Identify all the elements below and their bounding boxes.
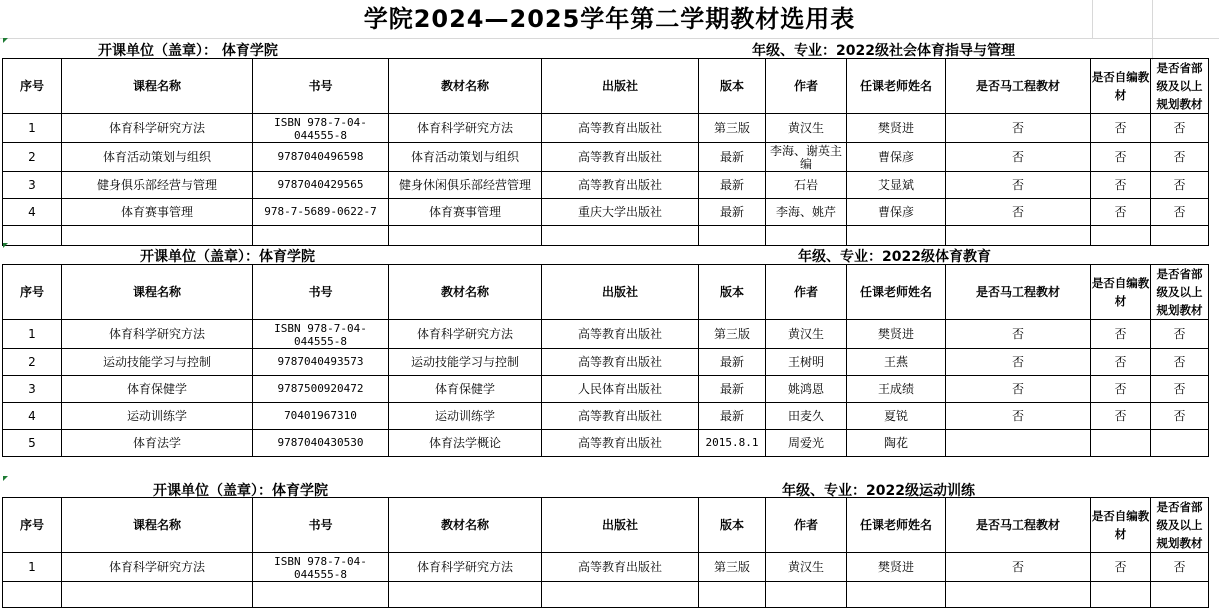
unit-label: 开课单位（盖章）：体育学院 — [153, 483, 328, 499]
cell: 体育赛事管理 — [62, 199, 253, 226]
table-row — [3, 114, 1209, 143]
cell: 否 — [1091, 376, 1151, 403]
empty-row — [3, 582, 1209, 608]
cell: 否 — [1151, 143, 1209, 172]
cell — [847, 226, 946, 246]
col-header: 书号 — [253, 498, 389, 553]
col-header: 任课老师姓名 — [847, 265, 946, 320]
cell: 否 — [1091, 199, 1151, 226]
cell: 否 — [1091, 349, 1151, 376]
cell: 70401967310 — [253, 403, 389, 430]
col-header: 是否马工程教材 — [946, 498, 1091, 553]
col-header: 出版社 — [542, 498, 699, 553]
cell: 黄汉生 — [766, 114, 847, 143]
cell: 高等教育出版社 — [542, 172, 699, 199]
col-header: 书号 — [253, 265, 389, 320]
col-header: 序号 — [3, 59, 62, 114]
cell: 第三版 — [699, 553, 766, 582]
cell: 陶花 — [847, 430, 946, 457]
header-row — [3, 265, 1209, 320]
cell: 5 — [3, 430, 62, 457]
col-header: 课程名称 — [62, 498, 253, 553]
cell: 樊贤进 — [847, 553, 946, 582]
textbook-table — [2, 264, 1209, 457]
cell: 否 — [1091, 403, 1151, 430]
cell — [946, 582, 1091, 608]
cell: 9787040430530 — [253, 430, 389, 457]
empty-row — [3, 226, 1209, 246]
cell — [946, 430, 1091, 457]
cell — [253, 582, 389, 608]
col-header: 序号 — [3, 265, 62, 320]
col-header: 是否自编教材 — [1091, 498, 1151, 553]
cell: 否 — [1151, 349, 1209, 376]
cell — [62, 226, 253, 246]
header-row — [3, 59, 1209, 114]
major-label: 年级、专业：2022级运动训练 — [782, 483, 975, 499]
cell: 否 — [1151, 114, 1209, 143]
cell: 9787040429565 — [253, 172, 389, 199]
col-header: 课程名称 — [62, 59, 253, 114]
cell: 9787040493573 — [253, 349, 389, 376]
col-header: 是否马工程教材 — [946, 59, 1091, 114]
cell: 3 — [3, 172, 62, 199]
cell: 1 — [3, 320, 62, 349]
cell: 高等教育出版社 — [542, 143, 699, 172]
col-header: 是否马工程教材 — [946, 265, 1091, 320]
cell — [699, 582, 766, 608]
unit-label: 开课单位（盖章）： 体育学院 — [98, 43, 278, 59]
cell: 李海、谢英主编 — [766, 143, 847, 172]
col-header: 版本 — [699, 59, 766, 114]
cell: 否 — [1151, 553, 1209, 582]
cell: ISBN 978-7-04-044555-8 — [253, 553, 389, 582]
cell: 体育活动策划与组织 — [62, 143, 253, 172]
cell: 否 — [946, 553, 1091, 582]
cell: 4 — [3, 403, 62, 430]
textbook-table — [2, 58, 1209, 246]
cell — [1091, 430, 1151, 457]
cell: 否 — [1091, 553, 1151, 582]
cell — [766, 226, 847, 246]
cell: 否 — [1151, 403, 1209, 430]
col-header: 是否省部级及以上规划教材 — [1151, 59, 1209, 114]
cell: 9787500920472 — [253, 376, 389, 403]
section-header — [0, 244, 1219, 264]
table-row — [3, 403, 1209, 430]
col-header: 教材名称 — [389, 59, 542, 114]
cell: 1 — [3, 553, 62, 582]
cell — [946, 226, 1091, 246]
cell: 最新 — [699, 349, 766, 376]
cell: 最新 — [699, 403, 766, 430]
cell: 体育科学研究方法 — [389, 114, 542, 143]
cell: 第三版 — [699, 320, 766, 349]
cell: 运动训练学 — [389, 403, 542, 430]
cell: 运动技能学习与控制 — [62, 349, 253, 376]
cell — [1091, 582, 1151, 608]
unit-label: 开课单位（盖章）：体育学院 — [140, 249, 315, 265]
cell: 体育保健学 — [62, 376, 253, 403]
cell: 体育科学研究方法 — [62, 553, 253, 582]
cell: 否 — [946, 199, 1091, 226]
cell: 2015.8.1 — [699, 430, 766, 457]
cell — [1151, 582, 1209, 608]
cell: 黄汉生 — [766, 320, 847, 349]
cell: 最新 — [699, 172, 766, 199]
col-header: 版本 — [699, 265, 766, 320]
table-row — [3, 376, 1209, 403]
cell — [253, 226, 389, 246]
cell: 高等教育出版社 — [542, 349, 699, 376]
cell: 健身休闲俱乐部经营管理 — [389, 172, 542, 199]
cell: 黄汉生 — [766, 553, 847, 582]
cell: 夏锐 — [847, 403, 946, 430]
cell — [3, 582, 62, 608]
col-header: 是否省部级及以上规划教材 — [1151, 265, 1209, 320]
textbook-table — [2, 497, 1209, 608]
cell: 高等教育出版社 — [542, 320, 699, 349]
table-row — [3, 349, 1209, 376]
cell: 重庆大学出版社 — [542, 199, 699, 226]
section-header — [0, 478, 1219, 498]
cell: 体育科学研究方法 — [389, 320, 542, 349]
cell — [699, 226, 766, 246]
cell: 否 — [1151, 376, 1209, 403]
cell: 否 — [1091, 172, 1151, 199]
major-label: 年级、专业：2022级体育教育 — [798, 249, 991, 265]
cell — [389, 226, 542, 246]
table-row — [3, 199, 1209, 226]
cell: 体育保健学 — [389, 376, 542, 403]
cell — [542, 226, 699, 246]
cell: 高等教育出版社 — [542, 403, 699, 430]
cell — [3, 226, 62, 246]
col-header: 作者 — [766, 59, 847, 114]
cell: 否 — [946, 172, 1091, 199]
cell — [1151, 430, 1209, 457]
cell: 3 — [3, 376, 62, 403]
col-header: 教材名称 — [389, 265, 542, 320]
cell: 否 — [1091, 114, 1151, 143]
cell: 否 — [946, 320, 1091, 349]
cell: 周爱光 — [766, 430, 847, 457]
cell: ISBN 978-7-04-044555-8 — [253, 114, 389, 143]
cell — [542, 582, 699, 608]
cell: 健身俱乐部经营与管理 — [62, 172, 253, 199]
cell — [62, 582, 253, 608]
col-header: 书号 — [253, 59, 389, 114]
header-row — [3, 498, 1209, 553]
col-header: 是否自编教材 — [1091, 265, 1151, 320]
cell: 978-7-5689-0622-7 — [253, 199, 389, 226]
section-header — [0, 38, 1219, 58]
col-header: 教材名称 — [389, 498, 542, 553]
col-header: 课程名称 — [62, 265, 253, 320]
cell: 否 — [946, 403, 1091, 430]
col-header: 作者 — [766, 265, 847, 320]
col-header: 作者 — [766, 498, 847, 553]
cell: 田麦久 — [766, 403, 847, 430]
cell: 高等教育出版社 — [542, 430, 699, 457]
cell: 否 — [1151, 320, 1209, 349]
cell: 樊贤进 — [847, 114, 946, 143]
cell: 王成绩 — [847, 376, 946, 403]
cell — [766, 582, 847, 608]
cell: ISBN 978-7-04-044555-8 — [253, 320, 389, 349]
cell: 否 — [1151, 199, 1209, 226]
table-row — [3, 172, 1209, 199]
cell: 高等教育出版社 — [542, 553, 699, 582]
col-header: 任课老师姓名 — [847, 59, 946, 114]
table-row — [3, 143, 1209, 172]
cell: 9787040496598 — [253, 143, 389, 172]
cell: 否 — [946, 376, 1091, 403]
col-header: 出版社 — [542, 265, 699, 320]
cell: 1 — [3, 114, 62, 143]
cell: 最新 — [699, 376, 766, 403]
table-row — [3, 430, 1209, 457]
cell: 体育法学 — [62, 430, 253, 457]
cell — [389, 582, 542, 608]
cell: 姚鸿恩 — [766, 376, 847, 403]
major-label: 年级、专业：2022级社会体育指导与管理 — [752, 43, 1015, 59]
col-header: 版本 — [699, 498, 766, 553]
cell: 人民体育出版社 — [542, 376, 699, 403]
cell: 曹保彦 — [847, 199, 946, 226]
cell: 樊贤进 — [847, 320, 946, 349]
cell: 李海、姚芹 — [766, 199, 847, 226]
col-header: 是否省部级及以上规划教材 — [1151, 498, 1209, 553]
cell: 体育科学研究方法 — [389, 553, 542, 582]
cell: 王燕 — [847, 349, 946, 376]
cell: 艾显斌 — [847, 172, 946, 199]
cell: 否 — [946, 114, 1091, 143]
cell — [1151, 226, 1209, 246]
cell: 4 — [3, 199, 62, 226]
col-header: 是否自编教材 — [1091, 59, 1151, 114]
cell: 王树明 — [766, 349, 847, 376]
cell: 曹保彦 — [847, 143, 946, 172]
cell: 2 — [3, 143, 62, 172]
cell: 最新 — [699, 199, 766, 226]
cell: 体育科学研究方法 — [62, 114, 253, 143]
table-row — [3, 320, 1209, 349]
cell: 体育科学研究方法 — [62, 320, 253, 349]
cell: 否 — [946, 349, 1091, 376]
cell: 高等教育出版社 — [542, 114, 699, 143]
cell: 否 — [1091, 143, 1151, 172]
col-header: 出版社 — [542, 59, 699, 114]
cell: 第三版 — [699, 114, 766, 143]
table-row — [3, 553, 1209, 582]
cell: 否 — [1091, 320, 1151, 349]
col-header: 任课老师姓名 — [847, 498, 946, 553]
cell: 2 — [3, 349, 62, 376]
col-header: 序号 — [3, 498, 62, 553]
cell: 运动技能学习与控制 — [389, 349, 542, 376]
cell: 最新 — [699, 143, 766, 172]
cell: 石岩 — [766, 172, 847, 199]
cell: 体育法学概论 — [389, 430, 542, 457]
cell: 否 — [946, 143, 1091, 172]
page-title: 学院2024—2025学年第二学期教材选用表 — [363, 5, 856, 33]
cell — [847, 582, 946, 608]
cell: 运动训练学 — [62, 403, 253, 430]
cell: 体育赛事管理 — [389, 199, 542, 226]
cell: 否 — [1151, 172, 1209, 199]
cell: 体育活动策划与组织 — [389, 143, 542, 172]
cell — [1091, 226, 1151, 246]
